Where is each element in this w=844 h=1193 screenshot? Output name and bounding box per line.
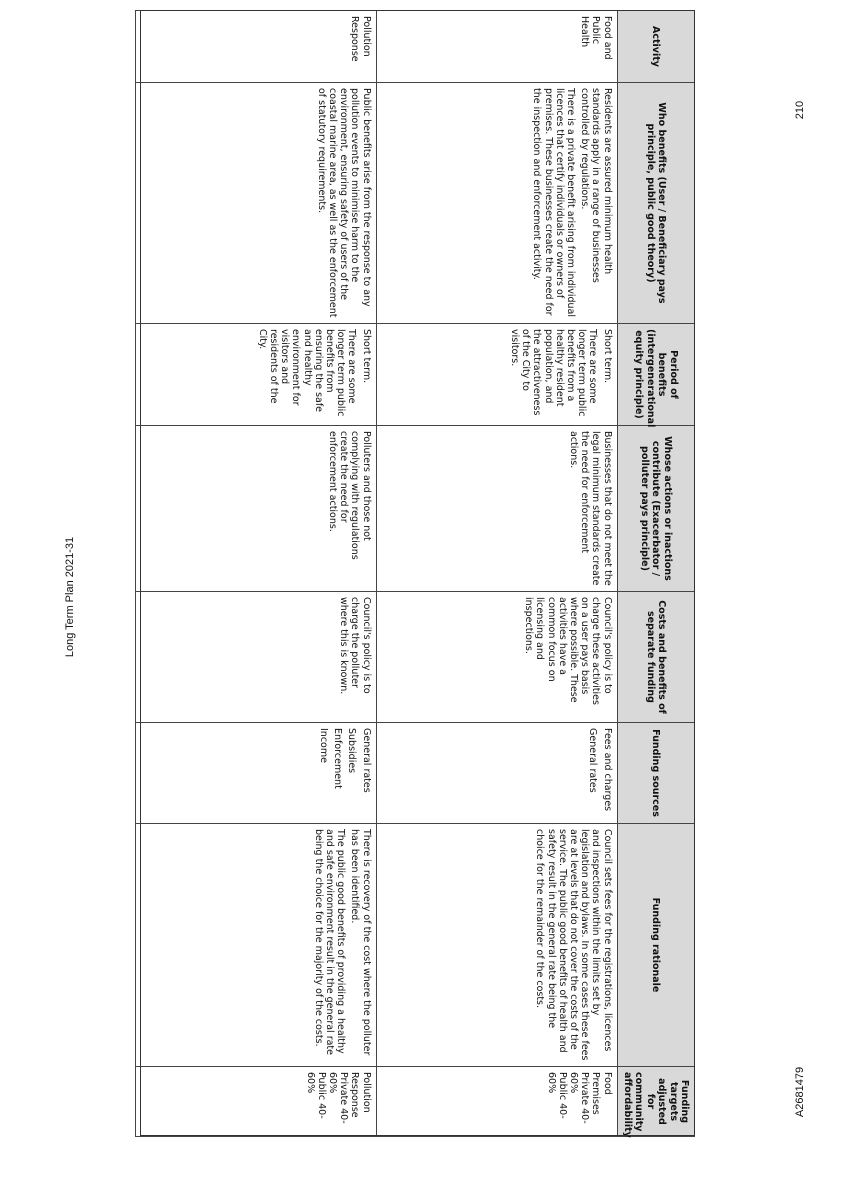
table-header-row	[617, 11, 694, 1137]
cell-text: Enforcement	[332, 728, 344, 789]
document-title: Long Term Plan 2021-31	[64, 536, 76, 658]
header-costs-benefits: Costs and benefits of separate funding	[617, 592, 694, 723]
cell-funding-sources	[376, 723, 617, 824]
cell-text: Short term.	[601, 329, 613, 384]
cell-text: General rates	[360, 728, 372, 793]
header-who-benefits: Who benefits (User / Beneficiary pays principle, public good theory)	[617, 83, 694, 324]
header-activity: Activity	[617, 11, 694, 83]
cell-text: Income	[317, 728, 329, 763]
cell-funding-rationale	[135, 824, 376, 1067]
cell-activity: Food and Public Health	[376, 11, 617, 83]
funding-table	[135, 10, 695, 1137]
header-period-of-benefits: Period of benefits (intergenerational equity principle)	[617, 324, 694, 426]
cell-text: The public good benefits of providing a healthy and safe environment result in the general rate being the choice for the majority of the costs.	[312, 829, 347, 1056]
funding-table-frame	[140, 10, 695, 1136]
header-funding-targets: Funding targets adjusted for community affordability	[617, 1067, 694, 1137]
cell-text: Food Premises	[590, 1072, 613, 1115]
cell-text: General rates	[587, 728, 599, 793]
cell-costs-benefits: Council's policy is to charge the polluter where this is known.	[135, 592, 376, 723]
cell-who-benefits	[135, 83, 376, 324]
funding-table-container	[140, 10, 695, 1136]
cell-text: Public 40-60%	[545, 1072, 568, 1119]
header-funding-sources: Funding sources	[617, 723, 694, 824]
cell-text: Fees and charges	[601, 728, 613, 812]
cell-activity: Pollution Response	[135, 11, 376, 83]
cell-text: Private 40-60%	[567, 1072, 591, 1124]
cell-costs-benefits: Council's policy is to charge these activities on a user pays basis where possible. These activities have a common focus on licensing and inspections.	[376, 592, 617, 723]
cell-text: Residents are assured minimum health standards apply in a range of businesses controlled by regulations.	[579, 88, 613, 283]
header-funding-rationale: Funding rationale	[617, 824, 694, 1067]
cell-text: There is recovery of the cost where the polluter has been identified.	[349, 829, 372, 1056]
cell-text: Subsidies	[346, 728, 358, 774]
page-number: 210	[794, 100, 806, 120]
cell-whose-actions: Businesses that do not meet the legal minimum standards create the need for enforcement actions.	[376, 426, 617, 592]
cell-text: There are some longer term public benefits from a healthy resident population, and the attractiveness of the City to visitors.	[508, 329, 599, 417]
cell-funding-rationale: Council sets fees for the registrations, licences and inspections within the limits set by legislation and bylaws. In some cases these fees are at levels that do not cover the costs of the service. The public good benefits of health and safety result in the general rate being the choice for the remainder of the costs.	[376, 824, 617, 1067]
cell-who-benefits	[376, 83, 617, 324]
cell-funding-targets	[376, 1067, 617, 1137]
document-reference: A2681479	[794, 1066, 806, 1118]
cell-text: Public 40-60%	[304, 1072, 327, 1119]
cell-text: Public benefits arise from the response to any pollution events to minimise harm to the environment, ensuring safety of users of the coastal marine area, as well as the enforcement of statutory requirements.	[315, 88, 372, 318]
cell-period	[135, 324, 376, 426]
cell-funding-sources	[135, 723, 376, 824]
cell-text: Pollution Response	[349, 1072, 372, 1118]
cell-text: There are some longer term public benefits from ensuring the safe and healthy environment for visitors and residents of the City.	[256, 329, 358, 417]
cell-funding-targets	[135, 1067, 376, 1137]
cell-text: There is a private benefit arising from individual licences that certify individuals or owners of premises. These businesses create the need for the inspection and enforcement activity.	[531, 88, 576, 318]
header-whose-actions: Whose actions or inactions contribute (Exacerbator / polluter pays principle)	[617, 426, 694, 592]
cell-text: Private 40-60%	[326, 1072, 350, 1124]
cell-whose-actions: Polluters and those not complying with regulations create the need for enforcement actions.	[135, 426, 376, 592]
cell-period	[376, 324, 617, 426]
table-row	[376, 11, 617, 1137]
cell-text: Short term.	[360, 329, 372, 384]
table-row	[135, 11, 376, 1137]
